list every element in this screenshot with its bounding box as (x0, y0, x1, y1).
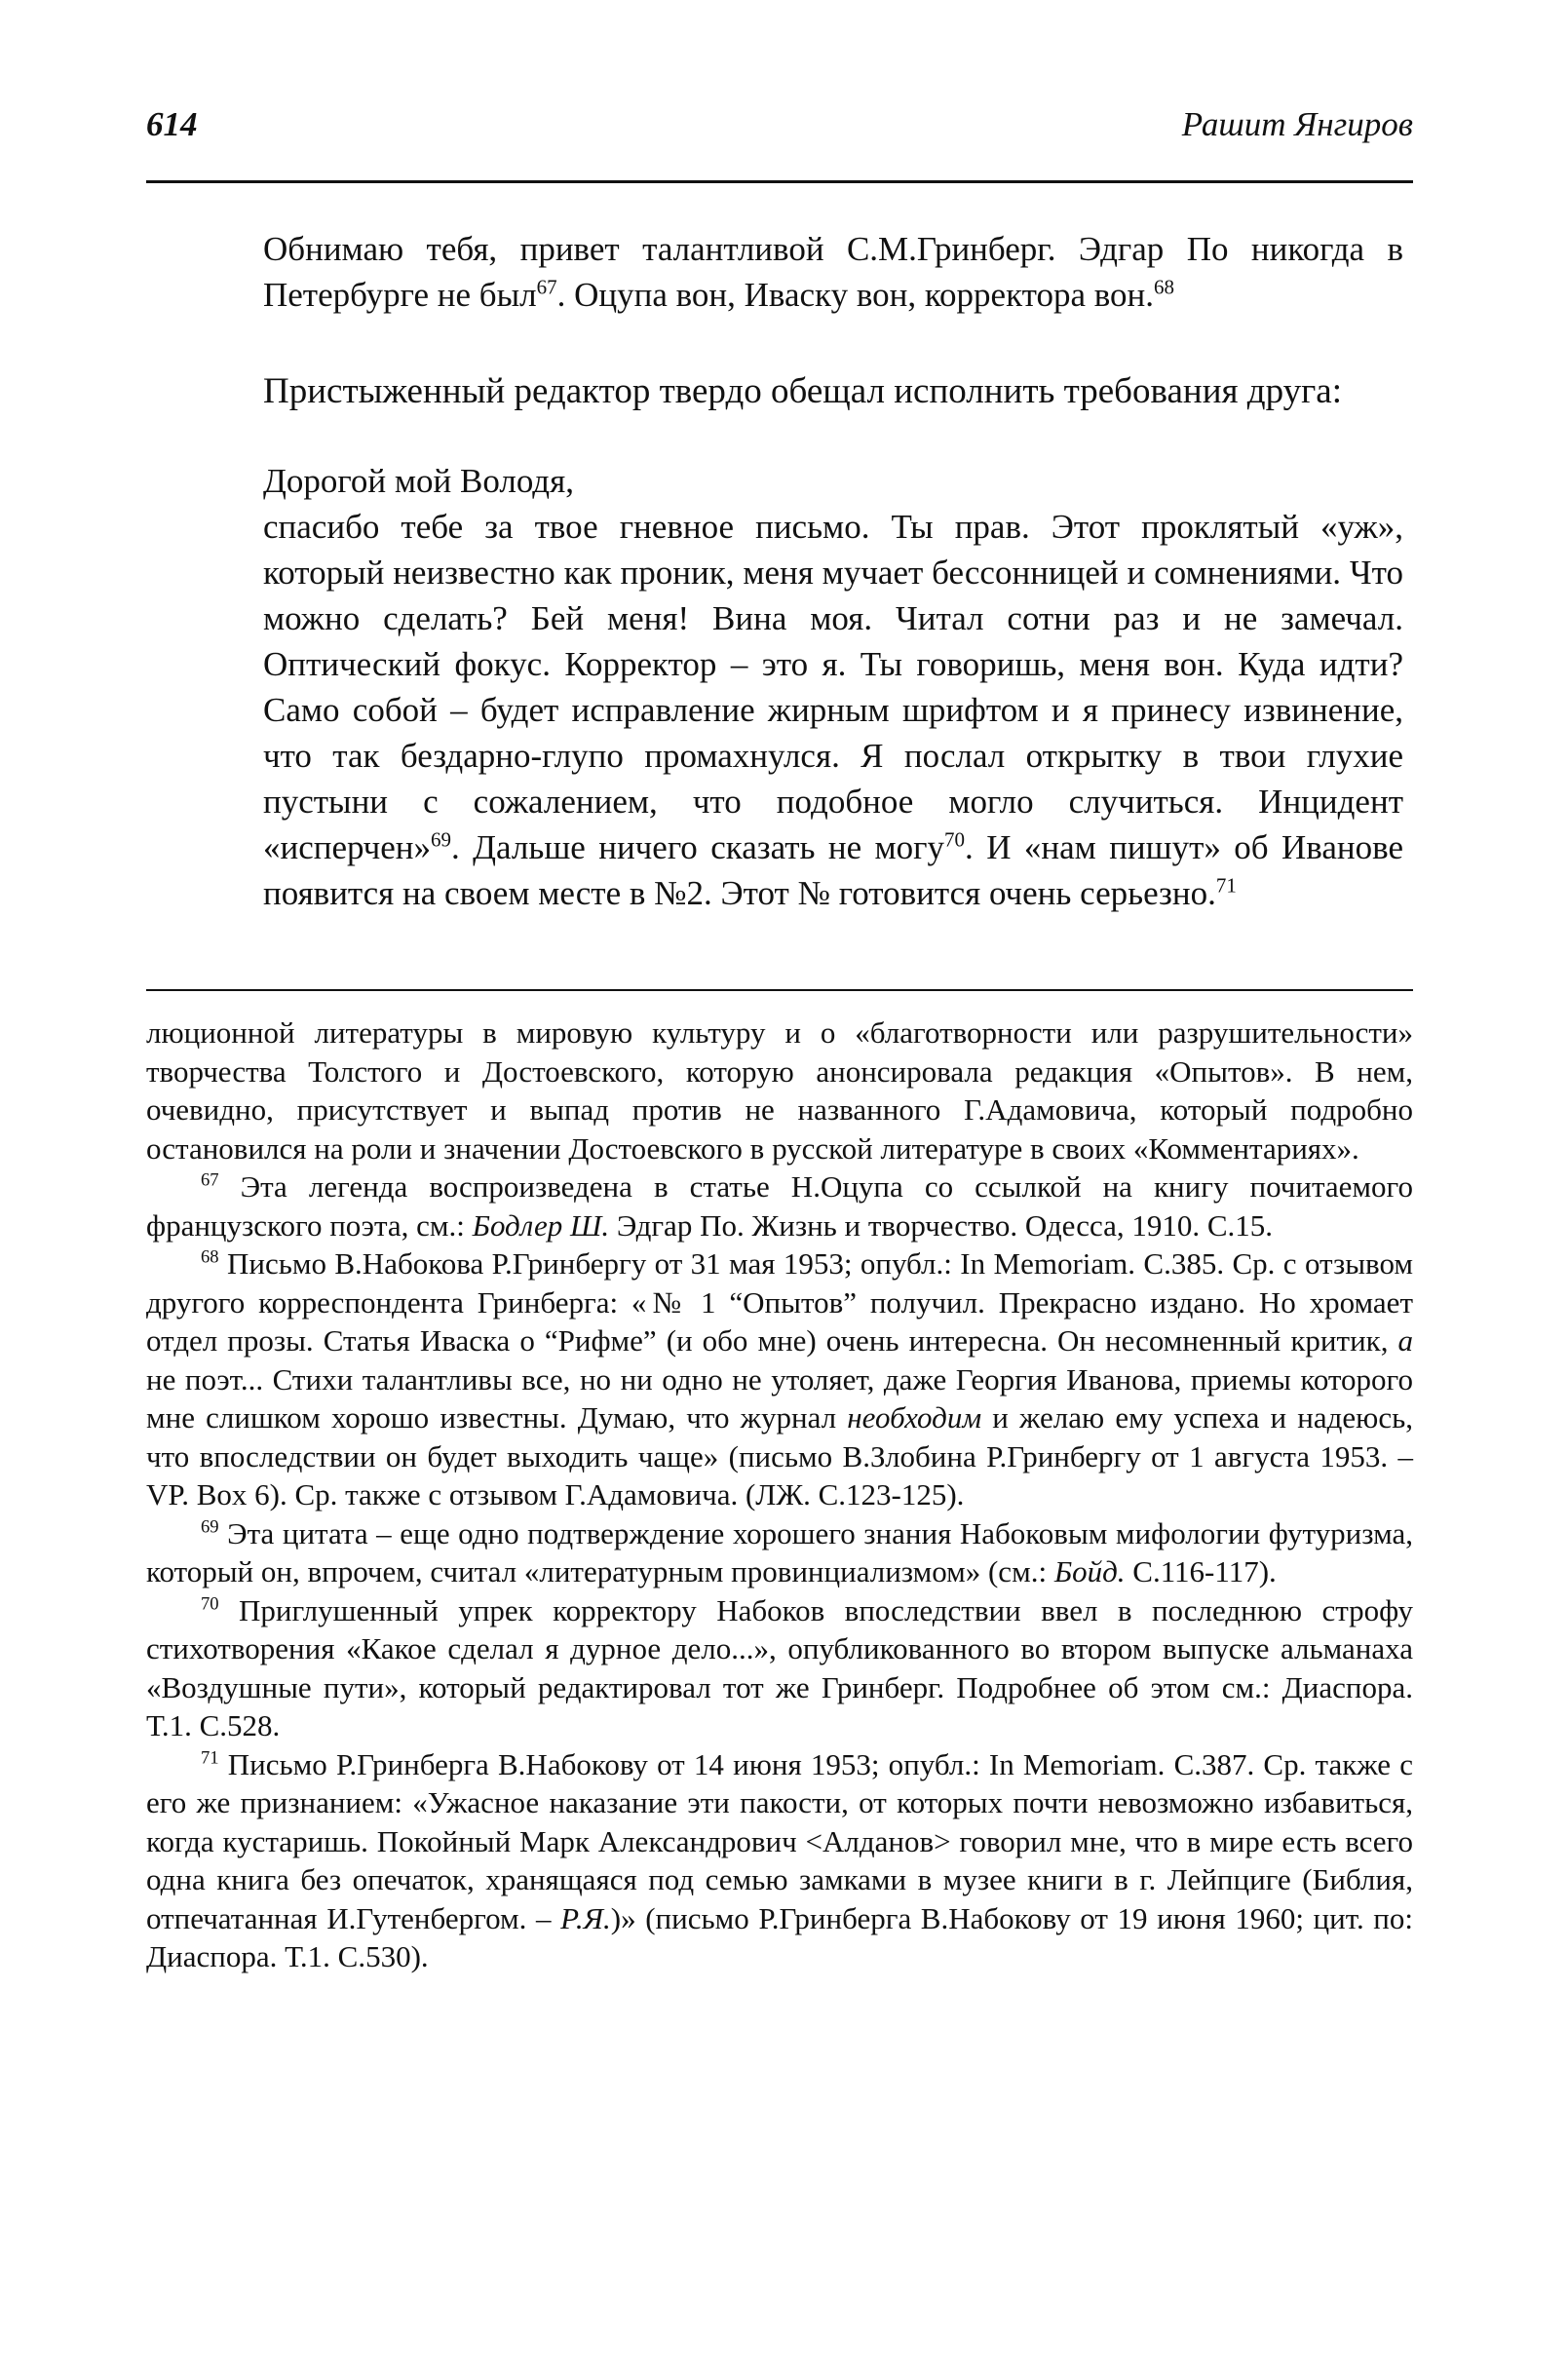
quote1-text-b: . Оцупа вон, Иваску вон, корректора вон. (556, 276, 1155, 314)
page-number: 614 (146, 105, 198, 143)
footnote-ref-71: 71 (1215, 873, 1237, 898)
footnote-rule (146, 989, 1413, 991)
footnotes (146, 1014, 1413, 1976)
footnote-ref-70: 70 (944, 827, 966, 852)
narrative-paragraph: Пристыженный редактор твердо обещал исполнить требования друга: (263, 371, 1342, 411)
quote2-text-c: . И «нам пишут» об Иванове появится на своем месте в №2. Этот № готовится очень серьезно. (263, 828, 1403, 912)
footnote-71: $^{71}$ Письмо Р.Гринберга В.Набокову от 14 июня 1953; опубл.: In Memoriam. С.387. Ср. также с его же признанием: «Ужасное наказание эти пакости, от которых почти невозможно избавиться, когда кустаришь. Покойный Марк Александрович <Алданов> говорил мне, что в мире есть всего одна книга без опечаток, хранящаяся под семью замками в музее книги в г. Лейпциге (Библия, отпечатанная И.Гутенбергом. – Р.Я.)» (письмо Р.Гринберга В.Набокову от 19 июня 1960; цит. по: Диаспора. Т.1. С.530). (146, 1746, 1414, 1973)
footnote-ref-68: 68 (1154, 275, 1175, 299)
footnote-continuation: люционной литературы в мировую культуру и о «благотворности или разрушительности» творчества Толстого и Достоевского, которую анонсировала редакция «Опытов». В нем, очевидно, присутствует и выпад против не названного Г.Адамовича, который подробно остановился на роли и значении Достоевского в русской литературе в своих «Комментариях». (146, 1015, 1413, 1166)
letter-salutation: Дорогой мой Володя, (263, 462, 574, 500)
footnote-ref-69: 69 (431, 827, 452, 852)
letter-quote-1 (263, 226, 1403, 318)
footnote-ref-67: 67 (536, 275, 557, 299)
letter-quote-2 (263, 458, 1403, 916)
header-rule (146, 180, 1413, 183)
footnote-69: $^{69}$ Эта цитата – еще одно подтверждение хорошего знания Набоковым мифологии футуризма, который он, впрочем, считал «литературным провинциализмом» (см.: Бойд. С.116-117). (146, 1515, 1413, 1588)
footnote-68: $^{68}$ Письмо В.Набокова Р.Гринбергу от 31 мая 1953; опубл.: In Memoriam. С.385. Ср. с отзывом другого корреспондента Гринберга: «№ 1 “Опытов” получил. Прекрасно издано. Но хромает отдел прозы. Статья Иваска о “Рифме” (и обо мне) очень интересна. Он несомненный критик, а не поэт... Стихи талантливы все, но ни одно не утоляет, даже Георгия Иванова, приемы которого мне слишком хорошо известны. Думаю, что журнал необходим и желаю ему успеха и надеюсь, что впоследствии он будет выходить чаще» (письмо В.Злобина Р.Гринбергу от 1 августа 1953. – VP. Box 6). Ср. также с отзывом Г.Адамовича. (ЛЖ. С.123-125). (146, 1246, 1413, 1511)
running-header (146, 105, 1413, 164)
quote1-text-a: Обнимаю тебя, привет талантливой С.М.Гринберг. Эдгар По никогда в Петербурге не был (263, 230, 1403, 314)
running-title: Рашит Янгиров (1181, 105, 1413, 143)
quote2-text-a: спасибо тебе за твое гневное письмо. Ты прав. Этот проклятый «уж», который неизвестно как проник, меня мучает бессонницей и сомнениями. Что можно сделать? Бей меня! Вина моя. Читал сотни раз и не замечал. Оптический фокус. Корректор – это я. Ты говоришь, меня вон. Куда идти? Само собой – будет исправление жирным шрифтом и я принесу извинение, что так бездарно-глупо промахнулся. Я послал открытку в твои глухие пустыни с сожалением, что подобное могло случиться. Инцидент «исперчен» (263, 508, 1403, 866)
footnote-67: $^{67}$ Эта легенда воспроизведена в статье Н.Оцупа со ссылкой на книгу почитаемого французского поэта, см.: Бодлер Ш. Эдгар По. Жизнь и творчество. Одесса, 1910. С.15. (146, 1169, 1413, 1243)
quote2-text-b: . Дальше ничего сказать не могу (451, 828, 945, 866)
footnote-70: $^{70}$ Приглушенный упрек корректору Набоков впоследствии ввел в последнюю строфу стихотворения «Какое сделал я дурное дело...», опубликованного во втором выпуске альманаха «Воздушные пути», который редактировал тот же Гринберг. Подробнее об этом см.: Диаспора. Т.1. С.528. (146, 1592, 1413, 1742)
